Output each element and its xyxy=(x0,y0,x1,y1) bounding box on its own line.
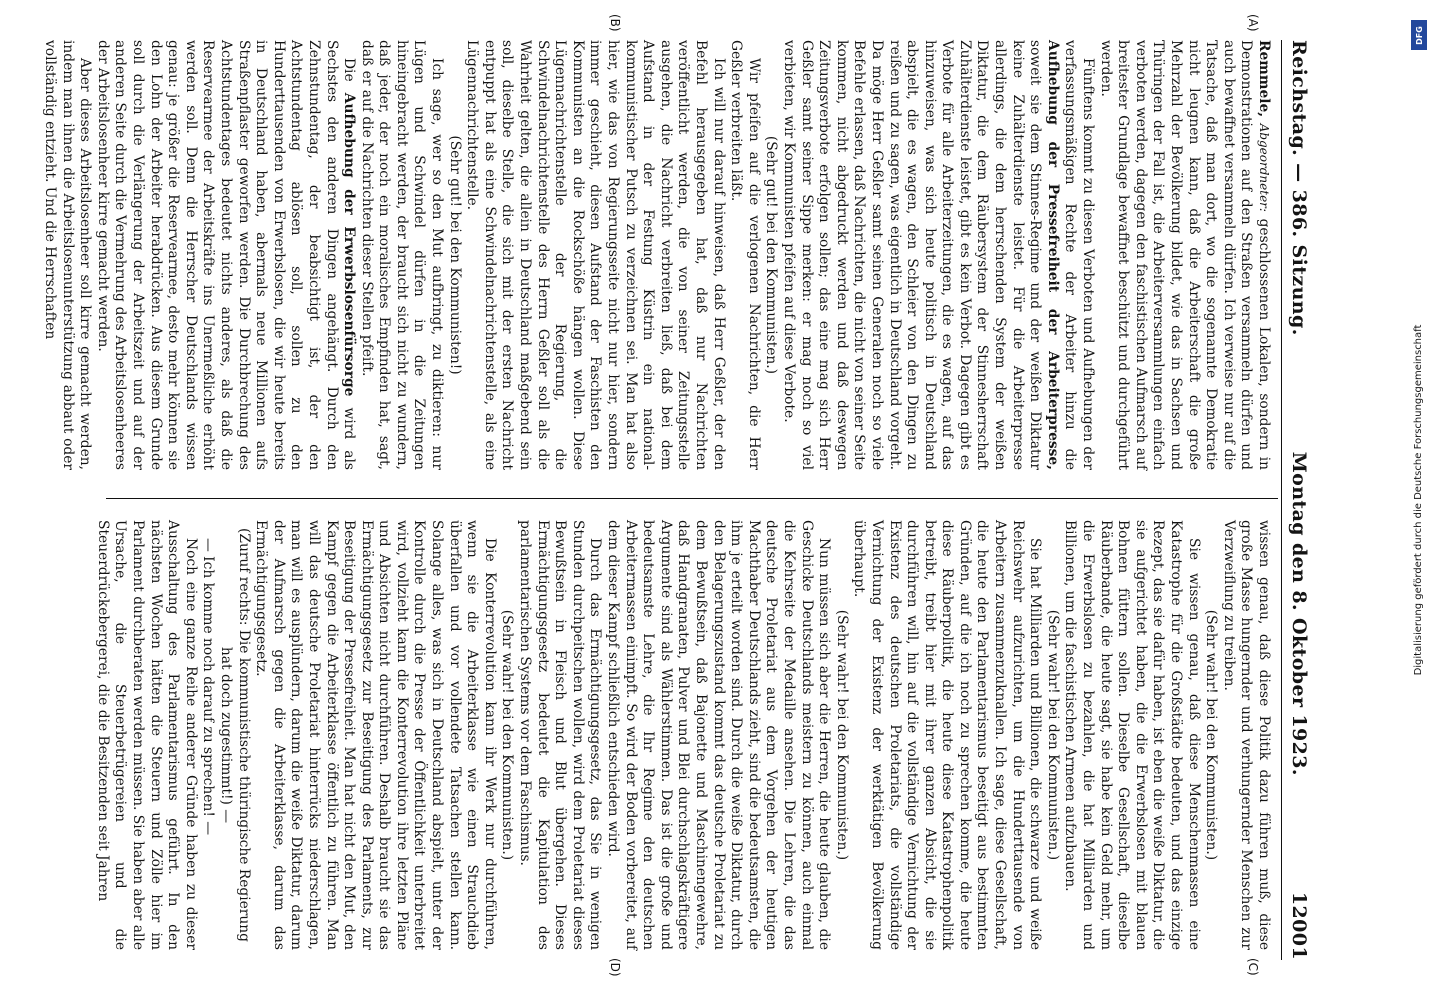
paragraph: — Ich komme noch darauf zu sprechen! — xyxy=(200,538,217,836)
interjection: (Sehr wahr! bei den Kommunisten.) xyxy=(1203,609,1220,861)
margin-mark-d: (D) xyxy=(608,958,622,977)
paragraph-text: Fünftens kommt zu diesen Verboten und Aufhebungen der verfassungsmäßigen Rechte der Arbeiter hinzu die xyxy=(1062,40,1097,470)
paragraph-text: Die xyxy=(341,58,358,93)
paragraph: Ich sage, wer so den Mut aufbringt, zu diktieren: nur Lügen und Schwindel dürfen in die Zeitungen hineingebracht werden, der braucht sich nicht zu wundern, daß jeder, der noch ein moralisches Empfinden hat, sagt, daß er auf die Nachrichten dieser Stellen pfeift. xyxy=(358,40,446,470)
paragraph: Sie wissen genau, daß diese Menschenmassen eine Katastrophe für die Großstädte bedeuten, und das einzige Rezept, das sie dafür haben, ist eben die weiße Diktatur, die sie aufgerichtet haben, die die Erwerbslosen mit blauen Bohnen füttern sollen. Dieselbe Gesellschaft, dieselbe Räuberbande, die heute sagt, sie habe kein Geld mehr, um die Erwerbslosen zu bezahlen, die hat Milliarden und Billionen, um die faschistischen Armeen aufzubauen. xyxy=(1062,520,1202,950)
paragraph-text: wird als Sechstes den anderen Dingen angehängt. Durch den Zehnstundentag, der beabsichtigt ist, der den Achtstundentag ablösen soll, sollen zu den Hunderttausenden von Erwerbslosen, die wir heute bereits in Deutschland haben, abermals neue Millionen aufs Straßenpflaster geworfen werden. Die Durchbrechung des Achtstundentages bedeutet nichts anderes, als daß die Reservearmee der Arbeitskräfte ins Unermeßliche erhöht werden soll. Denn die Herrscher Deutschlands wissen genau: je größer die Reservearmee, desto mehr können sie den Lohn der Arbeiter herabdrücken. Aus diesem Grunde soll durch die Verlängerung der Arbeitszeit und auf der anderen Seite durch die Vermehrung des Arbeitslosenheeres der Arbeitslosenheer kirre gemacht werden. xyxy=(94,40,358,471)
dfg-logo xyxy=(1411,20,1427,50)
paragraph xyxy=(93,40,357,470)
left-column xyxy=(42,40,1272,471)
credit-text: Digitalisierung gefördert durch die Deutsche Forschungsgemeinschaft xyxy=(1413,324,1424,676)
page-header xyxy=(1288,40,1320,960)
paragraph: Die Konterrevolution kann ihr Werk nur durchführen, wenn sie die Arbeiterklasse wie einen Strauchdieb überfallen und vor vollendete Tatsachen stellen kann. Solange alles, was sich in Deutschland abspielt, unter der Kontrolle durch die Presse der Öffentlichkeit unterbreitet wird, vollzieht kann die Konterrevolution ihre letzten Pläne und Absichten nicht durchführen. Deshalb braucht sie das Ermächtigungsgesetz zur Beseitigung des Parlaments, zur Beseitigung der Pressefreiheit. Man hat nicht den Mut, den Kampf gegen die Arbeiterklasse öffentlich zu führen. Man will das deutsche Proletariat hinterrücks niederschlagen, man will es ausplündern, darum die weiße Diktatur, darum der Aufmarsch gegen die Arbeiterklasse, darum das Ermächtigungsgesetz. xyxy=(253,520,498,950)
paragraph xyxy=(779,40,1096,470)
header-rule xyxy=(1281,40,1282,960)
interjection: (Sehr gut! bei den Kommunisten!) xyxy=(446,135,463,375)
paragraph: Nun müssen sich aber die Herren, die heute glauben, die Geschicke Deutschlands meistern zu können, auch einmal die Kehrseite der Medaille ansehen. Die Lehren, die das deutsche Proletariat aus dem Vorgehen der heutigen Machthaber Deutschlands zieht, sind die bedeutsamsten, die ihm je erteilt worden sind. Durch die weiße Diktatur, durch den Belagerungszustand kommt das deutsche Proletariat zu dem Bewußtsein, daß Bajonette und Maschinengewehre, daß Handgranaten, Pulver und Blei durchschlagskräftigere Argumente sind als Wählerstimmen. Das ist die große und bedeutsamste Lehre, die Ihr Regime den deutschen Arbeitermassen einimpft. So wird der Boden vorbereitet, auf dem dieser Kampf schließlich entschieden wird. xyxy=(605,520,833,950)
digitization-credit xyxy=(1406,16,1432,984)
margin-mark-a: (A) xyxy=(1246,14,1260,32)
dfg-logo-text: DFG xyxy=(1414,25,1424,45)
scanned-page xyxy=(42,0,1342,1000)
emphasis: Aufhebung der Erwerbslosenfürsorge xyxy=(341,92,358,397)
paragraph: wissen genau, daß diese Politik dazu führen muß, diese große Masse hungernder und verhungernder Menschen zur Verzweiflung zu treiben. xyxy=(1220,520,1272,950)
header-page-number: 12001 xyxy=(1288,891,1310,960)
right-column xyxy=(94,520,1272,950)
interjection: (Zuruf rechts: Die kommunistische thüringische Regierung hat doch zugestimmt!) — xyxy=(217,527,252,943)
interjection: (Sehr wahr! bei den Kommunisten.) xyxy=(1044,609,1061,861)
header-session: Reichstag. — 386. Sitzung. xyxy=(1288,40,1310,336)
interjection: (Sehr gut! bei den Kommunisten.) xyxy=(763,135,780,375)
margin-mark-b: (B) xyxy=(608,14,622,32)
paragraph: Ich will nur darauf hinweisen, daß Herr Geßler, der den Befehl herausgegeben hat, daß nur Nachrichten veröffentlicht werden, die von seiner Zeitungsstelle ausgehen, die Nachricht verbreiten ließ, daß bei dem Aufstand in der Festung Küstrin ein national-kommunistischer Putsch zu verzeichnen sei. Man hat also hier, wie das von Regierungsseite nicht nur hier, sondern immer geschieht, diesen Aufstand der Faschisten den Kommunisten an die Rockschöße hängen wollen. Diese Lügennachrichtenstelle der Regierung, die Schwindelnachrichtenstelle des Herrn Geßler soll als die Wahrheit gelten, die allein in Deutschland maßgebend sein soll, dieselbe Stelle, die sich mit der ersten Nachricht entpuppt hat als eine Schwindelnachrichtenstelle, als eine Lügennachrichtenstelle. xyxy=(464,40,727,470)
margin-mark-c: (C) xyxy=(1246,958,1260,976)
paragraph: Sie hat Milliarden und Billionen, die schwarze und weiße Reichswehr aufzurichten, um die Hunderttausende von Arbeitern zusammenzuknallen. Ich sage, diese Gesellschaft, die heute den Parlamentarismus beseitigt aus bestimmten Gründen, auf die ich noch zu sprechen komme, die heute diese Räuberpolitik, die heute diese Katastrophenpolitik betreibt, treibt hier mit ihrer ganzen Absicht, die sie durchführen will, hin auf die vollständige Vernichtung der Existenz des deutschen Proletariats, die vollständige Vernichtung der Existenz der werktätigen Bevölkerung überhaupt. xyxy=(851,520,1044,950)
speaker-role: Abgeordneter: xyxy=(1257,123,1271,212)
paragraph xyxy=(1096,40,1272,470)
speaker-name: Remmele, xyxy=(1256,40,1272,118)
interjection: (Sehr wahr! bei den Kommunisten.) xyxy=(499,609,516,861)
emphasis: Aufhebung der Pressefreiheit der Arbeiterpresse, xyxy=(1044,40,1061,470)
paragraph-text: geschlossenen Lokalen, sondern in Demonstrationen auf den Straßen versammeln dürfen und auch bewaffnet versammeln dürfen. Ich verweise nur auf die Tatsache, daß man dort, wo die sogenannte Demokratie nicht leugnen kann, daß die Arbeiterschaft die große Mehrzahl der Bevölkerung bildet, wie das in Sachsen und Thüringen der Fall ist, die Arbeiterversammlungen einfach verboten werden, dagegen den faschistischen Aufmarsch auf breitester Grundlage bewaffnet beschützt und durchgeführt werden. xyxy=(1097,40,1272,471)
interjection: (Sehr wahr! bei den Kommunisten.) xyxy=(833,609,850,861)
paragraph: Aber dieses Arbeitslosenheer soll kirre gemacht werden, indem man ihnen die Arbeitslosenunterstützung abbaut oder vollständig entzieht. Und die Herrschaften xyxy=(42,40,94,470)
paragraph: Durch das Ermächtigungsgesetz, das Sie in wenigen Stunden durchpeitschen wollen, wird dem Proletariat dieses Bewußtsein in Fleisch und Blut übergehen. Dieses Ermächtigungsgesetz bedeutet die Kapitulation des parlamentarischen Systems vor dem Faschismus. xyxy=(517,520,604,950)
column-divider xyxy=(106,498,1278,499)
paragraph-text: soweit sie dem Stinnes-Regime und der weißen Diktatur keine Zuhälterdienste leistet. Für die Arbeiterpresse allerdings, die dem herrschenden System der weißen Diktatur, die dem Räubersystem der Stinnesherrschaft Zuhälterdienste leistet, gibt es kein Verbot. Dagegen gibt es Verbote für alle Arbeiterzeitungen, die es wagen, auf das hinzuweisen, was sich heute politisch in Deutschland abspielt, die es wagen, den Schleier von den Dingen zu reißen und zu sagen, was eigentlich in Deutschland vorgeht. Da möge Herr Geßler samt seinen Generalen noch so viele Befehle erlassen, daß Nachrichten, die nicht von seiner Seite kommen, nicht abgedruckt werden und daß deswegen Zeitungsverbote erfolgen sollen; das eine mag sich Herr Geßler samt seiner Sippe merken: er mag noch so viel verbieten, wir Kommunisten pfeifen auf diese Verbote. xyxy=(780,40,1044,470)
paragraph: Noch eine ganze Reihe anderer Gründe haben zu dieser Ausschaltung des Parlamentarismus geführt. In den nächsten Wochen hätten die Steuern und Zölle hier im Parlament durchberaten werden müssen. Sie haben aber alle Ursache, die Steuerbetrügereien und die Steuerdrückebergerei, die die Besitzenden seit Jahren xyxy=(94,520,199,950)
header-date: Montag den 8. Oktober 1923. xyxy=(1288,451,1310,776)
paragraph: Wir pfeifen auf die verlogenen Nachrichten, die Herr Geßler verbreiten läßt. xyxy=(728,40,762,470)
